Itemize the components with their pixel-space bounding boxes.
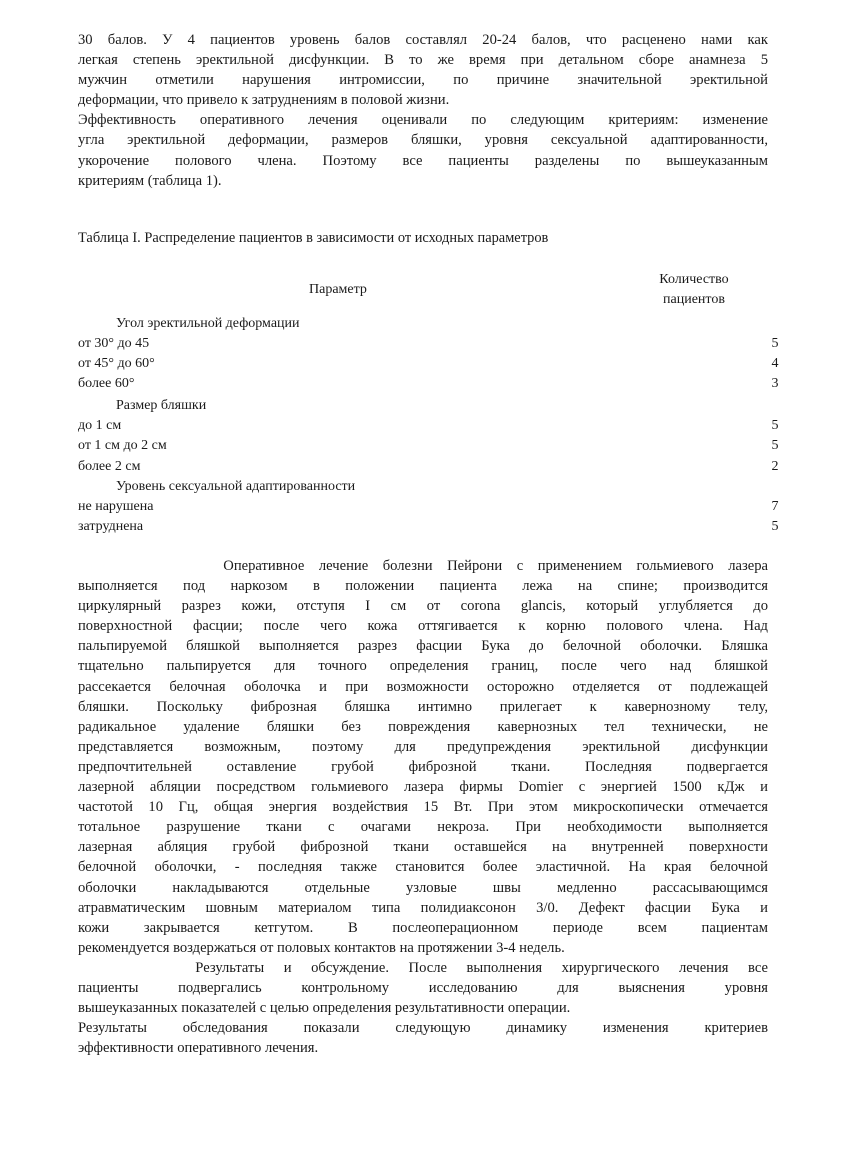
- table-header-count-line: пациентов: [663, 292, 725, 307]
- table-row-label: до 1 см: [78, 418, 122, 433]
- table-cell-value: 3: [771, 376, 779, 391]
- text-line: пациенты подвергались контрольному исследованию для выяснения уровня: [78, 979, 768, 996]
- table-cell-value: 5: [771, 438, 779, 453]
- text-line: рассекается белочная оболочка и при возможности осторожно отделяется от подлежащей: [78, 678, 768, 695]
- text-line: частотой 10 Гц, общая энергия воздействия 15 Вт. При этом микроскопически отмечается: [78, 799, 768, 816]
- table-cell-value: 7: [771, 499, 779, 514]
- text-line: лазерной абляции посредством гольмиевого лазера фирмы Domier с энергией 1500 кДж и: [78, 779, 768, 796]
- text-line: кожи закрывается кетгутом. В послеоперационном периоде всем пациентам: [78, 919, 768, 936]
- table-row-label: от 1 см до 2 см: [78, 438, 167, 453]
- text-line: выполняется под наркозом в положении пациента лежа на спине; производится: [78, 578, 768, 595]
- text-line: эффективности оперативного лечения.: [78, 1040, 319, 1057]
- intro-paragraph: [78, 30, 768, 191]
- table-header-count-line: Количество: [659, 272, 729, 287]
- text-line: угла эректильной деформации, размеров бляшки, уровня сексуальной адаптированности,: [78, 132, 768, 149]
- table-cell-value: 5: [771, 336, 779, 351]
- table-row-label: более 2 см: [78, 459, 141, 474]
- table-group-label: Уровень сексуальной адаптированности: [116, 479, 356, 494]
- text-line: белочной оболочки, - последняя также становится более эластичной. На края белочной: [78, 859, 768, 876]
- table-row-label: более 60°: [78, 376, 135, 391]
- text-line: Эффективность оперативного лечения оценивали по следующим критериям: изменение: [78, 112, 768, 129]
- text-line: критериям (таблица 1).: [78, 172, 222, 189]
- text-line: представляется возможным, поэтому для предупреждения эректильной дисфункции: [78, 738, 768, 755]
- text-line: бляшки. Поскольку фиброзная бляшка интимно прилегает к кавернозному телу,: [78, 698, 768, 715]
- text-line: Оперативное лечение болезни Пейрони с применением гольмиевого лазера: [78, 558, 768, 574]
- text-line: Результаты обследования показали следующую динамику изменения критериев: [78, 1020, 768, 1037]
- table-cell-value: 5: [771, 519, 779, 534]
- table-row-label: от 45° до 60°: [78, 356, 155, 371]
- table-header-parameter: Параметр: [309, 282, 367, 297]
- text-line: оболочки накладываются отдельные узловые швы медленно рассасывающимся: [78, 879, 768, 896]
- table-caption: Таблица I. Распределение пациентов в зависимости от исходных параметров: [78, 230, 549, 246]
- text-line: лазерная абляция грубой фиброзной ткани оставшейся на внутренней поверхности: [78, 839, 768, 856]
- text-line: рекомендуется воздержаться от половых контактов на протяжении 3-4 недель.: [78, 939, 565, 956]
- text-line: тотальное разрушение ткани с очагами некроза. При необходимости выполняется: [78, 819, 768, 836]
- text-line: циркулярный разрез кожи, отступя I см от corona glancis, который углубляется до: [78, 598, 768, 615]
- text-line: вышеуказанных показателей с целью определения результативности операции.: [78, 1000, 571, 1017]
- text-line: легкая степень эректильной дисфункции. В то же время при детальном сборе анамнеза 5: [78, 52, 768, 69]
- text-line: деформации, что привело к затруднениям в половой жизни.: [78, 92, 450, 109]
- table-cell-value: 2: [771, 459, 779, 474]
- text-line: мужчин отметили нарушения интромиссии, по причине значительной эректильной: [78, 72, 768, 89]
- text-line: пальпируемой бляшкой выполняется разрез фасции Бука до белочной оболочки. Бляшка: [78, 638, 768, 655]
- text-line: Результаты и обсуждение. После выполнения хирургического лечения все: [78, 959, 768, 976]
- text-line: поверхностной фасции; после чего кожа оттягивается к корню полового члена. Над: [78, 618, 768, 635]
- text-line: 30 балов. У 4 пациентов уровень балов составлял 20-24 балов, что расценено нами как: [78, 32, 768, 48]
- table-row-label: затруднена: [78, 519, 144, 534]
- table-cell-value: 4: [771, 356, 779, 371]
- text-line: предпочтительней оставление грубой фиброзной ткани. Последняя подвергается: [78, 758, 768, 775]
- text-line: тщательно пальпируется для точного определения границ, после чего над бляшкой: [78, 658, 768, 675]
- table-row-label: не нарушена: [78, 499, 154, 514]
- text-line: атравматическим шовным материалом типа полидиаксонон 3/0. Дефект фасции Бука и: [78, 899, 768, 916]
- table-header-count: [635, 270, 753, 310]
- table-group-label: Угол эректильной деформации: [116, 316, 300, 331]
- table-group-label: Размер бляшки: [116, 398, 207, 413]
- body-paragraph: [78, 556, 768, 1058]
- text-line: радикальное удаление бляшки без повреждения кавернозных тел технически, не: [78, 718, 768, 735]
- table-cell-value: 5: [771, 418, 779, 433]
- text-line: укорочение полового члена. Поэтому все пациенты разделены по вышеуказанным: [78, 152, 768, 169]
- table-row-label: от 30° до 45: [78, 336, 150, 351]
